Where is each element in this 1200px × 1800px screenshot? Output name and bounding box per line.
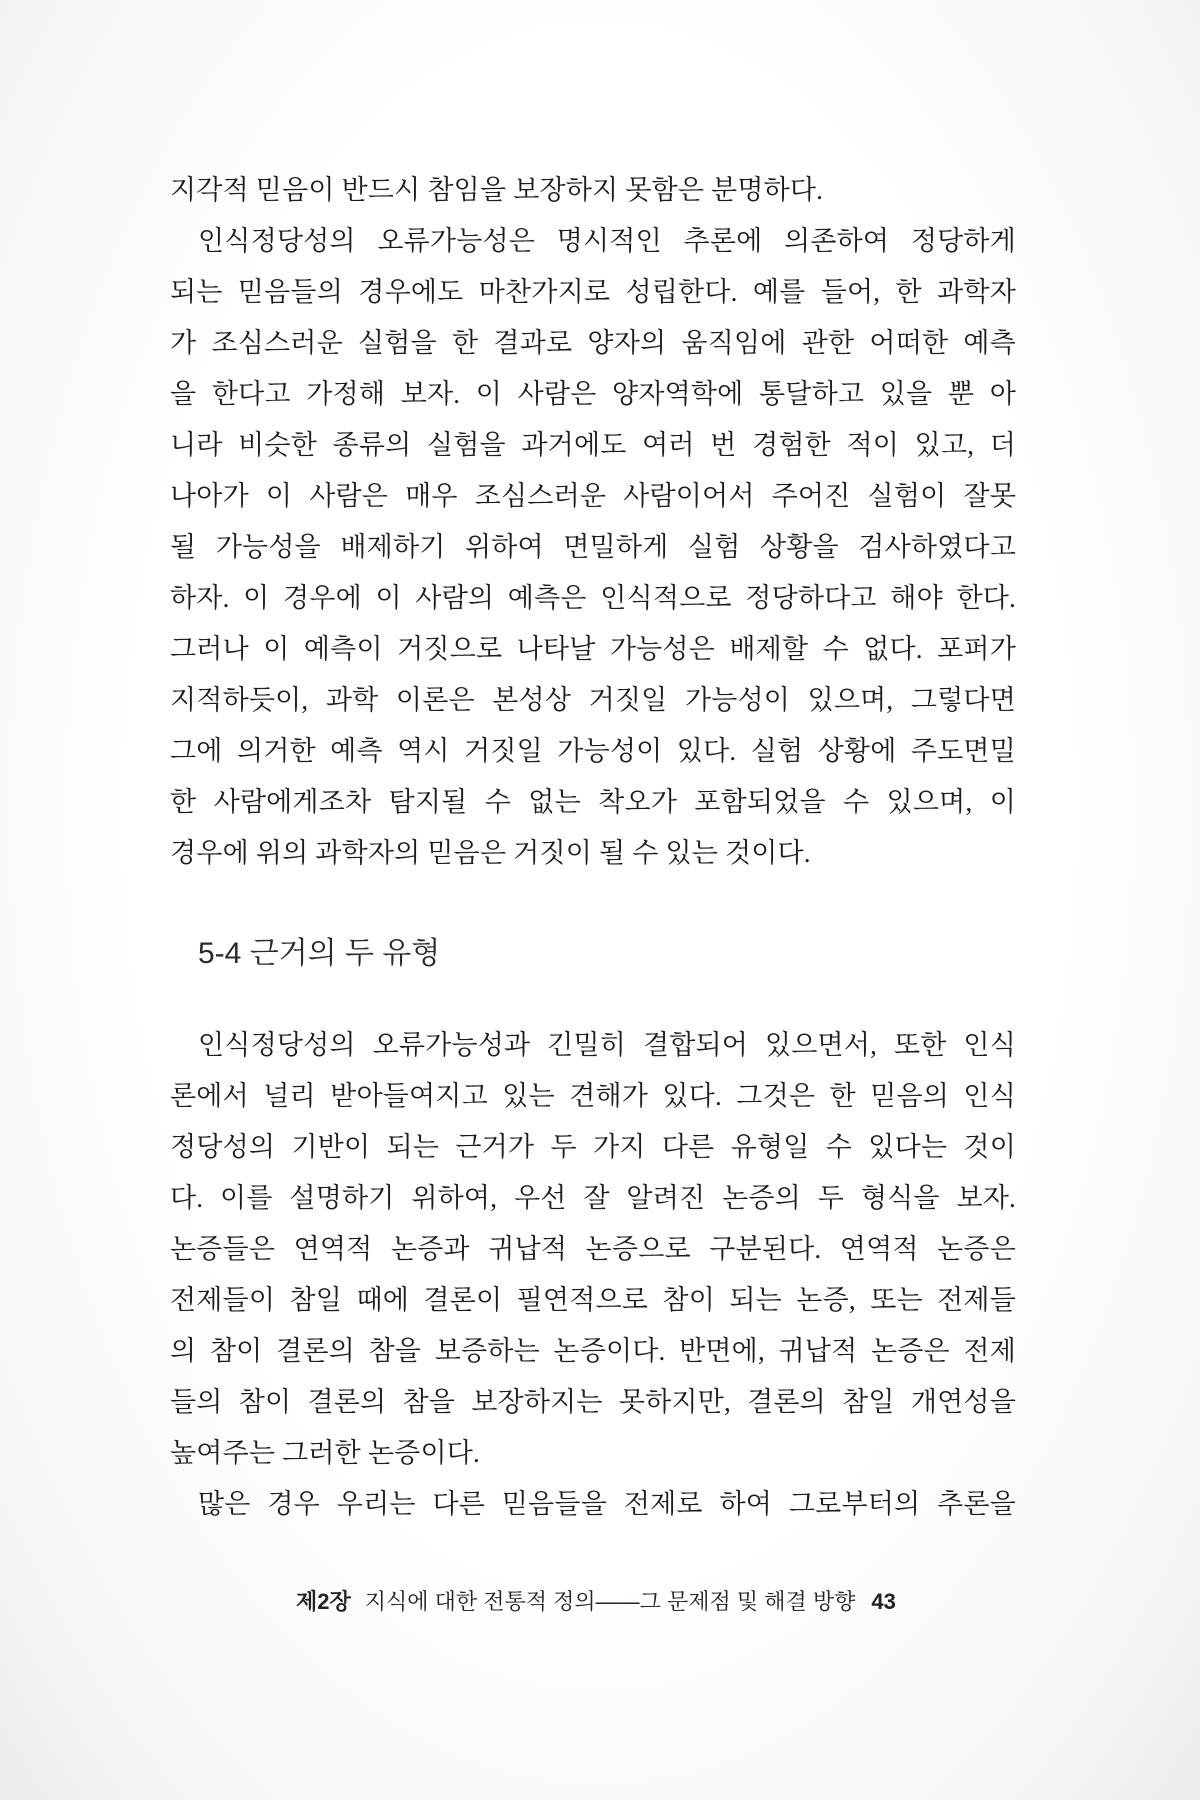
text-line: 정당성의 기반이 되는 근거가 두 가지 다른 유형일 수 있다는 것이 bbox=[170, 1132, 1016, 1162]
chapter-number: 제2장 bbox=[296, 1589, 351, 1614]
text-line: 지적하듯이, 과학 이론은 본성상 거짓일 가능성이 있으며, 그렇다면 bbox=[170, 685, 1016, 715]
text-line: 그에 의거한 예측 역시 거짓일 가능성이 있다. 실험 상황에 주도면밀 bbox=[170, 736, 1016, 766]
text-line: 다. 이를 설명하기 위하여, 우선 잘 알려진 논증의 두 형식을 보자. bbox=[170, 1183, 1016, 1213]
paragraph bbox=[170, 165, 1016, 216]
text-line: 니라 비슷한 종류의 실험을 과거에도 여러 번 경험한 적이 있고, 더 bbox=[170, 430, 1016, 460]
text-line: 논증들은 연역적 논증과 귀납적 논증으로 구분된다. 연역적 논증은 bbox=[170, 1234, 1016, 1264]
text-line: 경우에 위의 과학자의 믿음은 거짓이 될 수 있는 것이다. bbox=[170, 838, 811, 868]
text-line: 전제들이 참일 때에 결론이 필연적으로 참이 되는 논증, 또는 전제들 bbox=[170, 1285, 1016, 1315]
text-line: 의 참이 결론의 참을 보증하는 논증이다. 반면에, 귀납적 논증은 전제 bbox=[170, 1336, 1016, 1366]
text-line: 가 조심스러운 실험을 한 결과로 양자의 움직임에 관한 어떠한 예측 bbox=[170, 328, 1016, 358]
text-line: 많은 경우 우리는 다른 믿음들을 전제로 하여 그로부터의 추론을 bbox=[198, 1489, 1016, 1519]
text-line: 지각적 믿음이 반드시 참임을 보장하지 못함은 분명하다. bbox=[170, 175, 824, 205]
paragraph bbox=[170, 216, 1016, 879]
running-footer bbox=[296, 1587, 986, 1617]
text-line: 되는 믿음들의 경우에도 마찬가지로 성립한다. 예를 들어, 한 과학자 bbox=[170, 277, 1016, 307]
text-line: 그러나 이 예측이 거짓으로 나타날 가능성은 배제할 수 없다. 포퍼가 bbox=[170, 634, 1016, 664]
text-line: 한 사람에게조차 탐지될 수 없는 착오가 포함되었을 수 있으며, 이 bbox=[170, 787, 1016, 817]
paragraph bbox=[170, 1020, 1016, 1479]
text-line: 을 한다고 가정해 보자. 이 사람은 양자역학에 통달하고 있을 뿐 아 bbox=[170, 379, 1016, 409]
body-text-section bbox=[170, 165, 1016, 879]
text-line: 인식정당성의 오류가능성과 긴밀히 결합되어 있으면서, 또한 인식 bbox=[198, 1030, 1016, 1060]
text-line: 인식정당성의 오류가능성은 명시적인 추론에 의존하여 정당하게 bbox=[198, 226, 1016, 256]
chapter-title: 지식에 대한 전통적 정의——그 문제점 및 해결 방향 bbox=[364, 1589, 856, 1614]
text-line: 론에서 널리 받아들여지고 있는 견해가 있다. 그것은 한 믿음의 인식 bbox=[170, 1081, 1016, 1111]
text-line: 될 가능성을 배제하기 위하여 면밀하게 실험 상황을 검사하였다고 bbox=[170, 532, 1016, 562]
text-line: 높여주는 그러한 논증이다. bbox=[170, 1438, 480, 1468]
paragraph bbox=[170, 1479, 1016, 1530]
section-heading: 5-4 근거의 두 유형 bbox=[198, 937, 441, 970]
text-line: 나아가 이 사람은 매우 조심스러운 사람이어서 주어진 실험이 잘못 bbox=[170, 481, 1016, 511]
body-text-section bbox=[170, 1020, 1016, 1530]
text-line: 들의 참이 결론의 참을 보장하지는 못하지만, 결론의 참일 개연성을 bbox=[170, 1387, 1016, 1417]
text-line: 하자. 이 경우에 이 사람의 예측은 인식적으로 정당하다고 해야 한다. bbox=[170, 583, 1016, 613]
page-number: 43 bbox=[871, 1589, 896, 1614]
